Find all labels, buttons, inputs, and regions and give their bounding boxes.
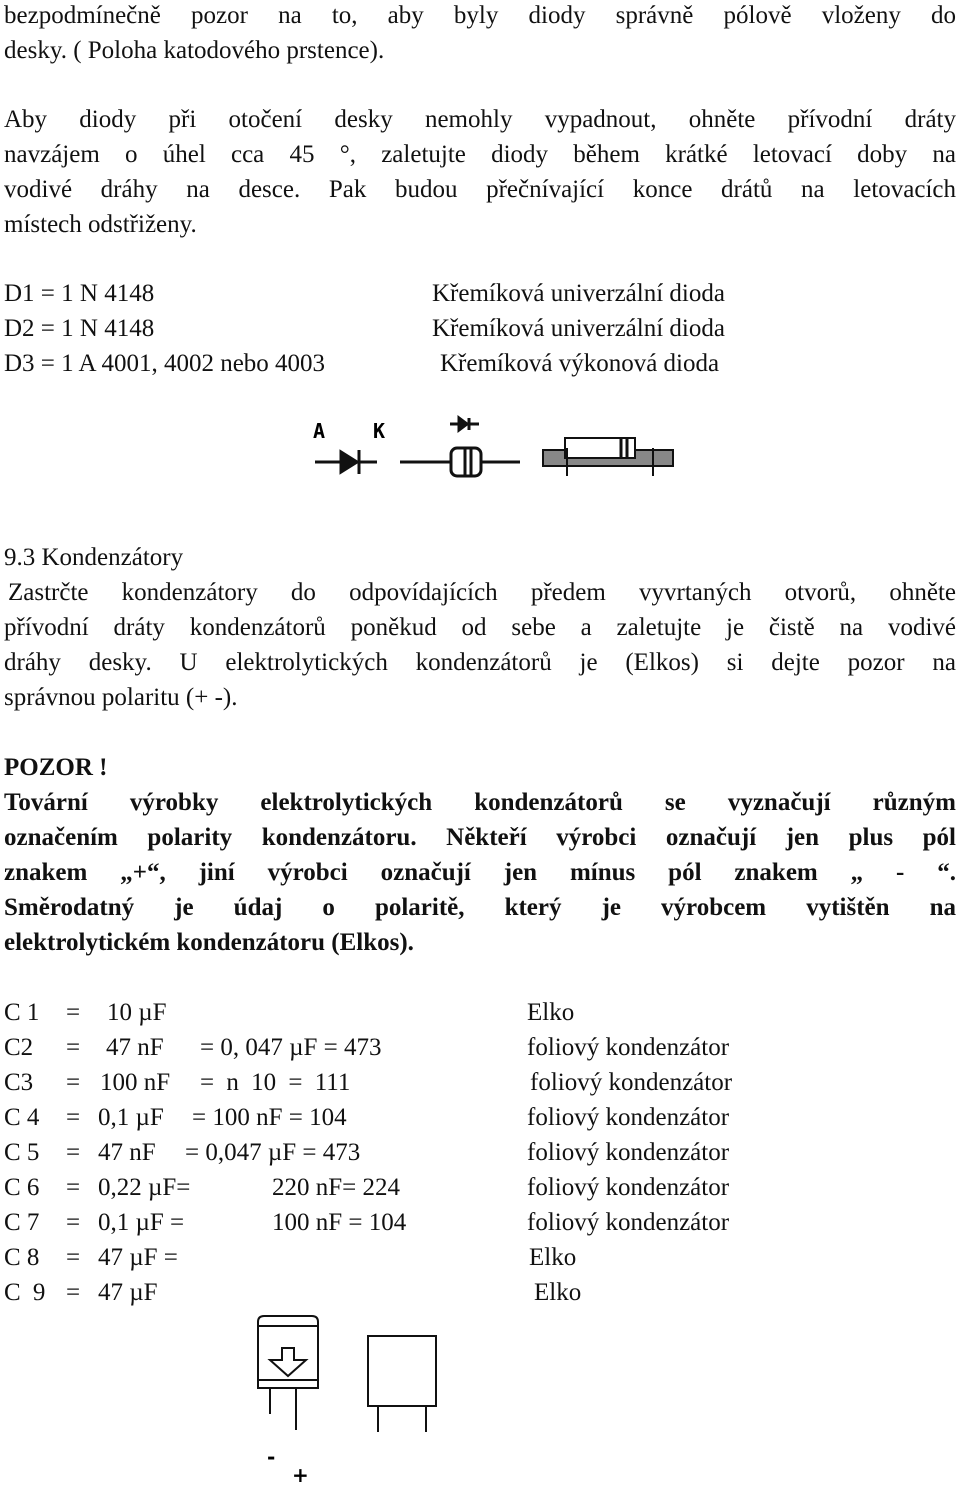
paragraph-line: Aby diody při otočení desky nemohly vypadnout, ohněte přívodní dráty (4, 106, 956, 133)
cap-value: 47 µF (98, 1279, 158, 1306)
anode-label: A (313, 419, 326, 443)
cap-type: Elko (527, 999, 575, 1026)
cap-value: 0,1 µF = (98, 1209, 185, 1236)
diode-symbol-icon (315, 450, 377, 474)
cap-eq: = (66, 1139, 81, 1166)
cap-conv: = n 10 = 111 (200, 1069, 351, 1096)
cap-value: 47 nF (98, 1139, 156, 1166)
cap-id: C 4 (4, 1104, 40, 1131)
warning-title: POZOR ! (4, 754, 108, 781)
cap-conv: = 0, 047 µF = 473 (200, 1034, 382, 1061)
diode-id: D1 = 1 N 4148 (4, 280, 155, 307)
cap-eq: = (66, 1034, 81, 1061)
cap-conv: = 0,047 µF = 473 (185, 1139, 361, 1166)
cap-value: 47 nF (106, 1034, 164, 1061)
cap-value: 100 nF (100, 1069, 171, 1096)
cap-type: foliový kondenzátor (527, 1104, 730, 1131)
diode-id: D2 = 1 N 4148 (4, 315, 155, 342)
cap-value: 0,22 µF= (98, 1174, 191, 1201)
diode-desc: Křemíková výkonová dioda (440, 350, 720, 377)
section-heading: 9.3 Kondenzátory (4, 544, 184, 571)
paragraph-line: dráhy desky. U elektrolytických kondenzátorů je (Elkos) si dejte pozor na (4, 649, 956, 676)
cap-value: 10 µF (107, 999, 167, 1026)
cap-eq: = (66, 1174, 81, 1201)
film-capacitor-icon (368, 1336, 436, 1432)
cap-eq: = (66, 1069, 81, 1096)
diode-id: D3 = 1 A 4001, 4002 nebo 4003 (4, 350, 326, 377)
cap-id: C 7 (4, 1209, 40, 1236)
paragraph-line: přívodní dráty kondenzátorů poněkud od sebe a zaletujte je čistě na vodivé (4, 614, 956, 641)
mounted-diode-icon (543, 438, 673, 476)
cap-value: 47 µF = (98, 1244, 178, 1271)
cap-type: foliový kondenzátor (530, 1069, 733, 1096)
cap-id: C 9 (4, 1279, 46, 1306)
cap-eq: = (66, 999, 81, 1026)
cap-id: C 5 (4, 1139, 40, 1166)
cap-id: C 8 (4, 1244, 40, 1271)
cap-conv: 220 nF= 224 (272, 1174, 401, 1201)
cap-type: foliový kondenzátor (527, 1174, 730, 1201)
cap-type: foliový kondenzátor (527, 1034, 730, 1061)
cap-id: C3 (4, 1069, 34, 1096)
paragraph-line: Zastrčte kondenzátory do odpovídajících předem vyvrtaných otvorů, ohněte (8, 579, 956, 606)
cap-type: foliový kondenzátor (527, 1209, 730, 1236)
cap-type: foliový kondenzátor (527, 1139, 730, 1166)
cap-id: C 6 (4, 1174, 40, 1201)
warning-line: Směrodatný je údaj o polaritě, který je výrobcem vytištěn na (4, 894, 956, 921)
cap-id: C 1 (4, 999, 40, 1026)
cap-type: Elko (534, 1279, 582, 1306)
cap-eq: = (66, 1104, 81, 1131)
axial-diode-icon (400, 418, 520, 476)
cap-id: C2 (4, 1034, 34, 1061)
cap-eq: = (66, 1279, 81, 1306)
minus-label: - (267, 1445, 276, 1469)
cap-eq: = (66, 1209, 81, 1236)
cap-type: Elko (529, 1244, 577, 1271)
intro-line: bezpodmínečně pozor na to, aby byly diody správně pólově vloženy do (4, 2, 956, 29)
diode-figure (305, 410, 685, 490)
paragraph-line: místech odstřiženy. (4, 211, 197, 238)
cap-conv: = 100 nF = 104 (192, 1104, 347, 1131)
diode-desc: Křemíková univerzální dioda (432, 280, 725, 307)
cathode-label: K (373, 419, 386, 443)
paragraph-line: navzájem o úhel cca 45 °, zaletujte diody během krátké letovací doby na (4, 141, 956, 168)
cap-eq: = (66, 1244, 81, 1271)
warning-line: znakem „+“, jiní výrobci označují jen mínus pól znakem „ - “. (4, 859, 956, 886)
diode-desc: Křemíková univerzální dioda (432, 315, 725, 342)
paragraph-line: vodivé dráhy na desce. Pak budou přečnívající konce drátů na letovacích (4, 176, 956, 203)
warning-line: Tovární výrobky elektrolytických kondenzátorů se vyznačují různým (4, 789, 956, 816)
warning-line: elektrolytickém kondenzátoru (Elkos). (4, 929, 414, 956)
intro-line: desky. ( Poloha katodového prstence). (4, 37, 385, 64)
cap-conv: 100 nF = 104 (272, 1209, 407, 1236)
warning-line: označením polarity kondenzátoru. Někteří výrobci označují jen plus pól (4, 824, 956, 851)
paragraph-line: správnou polaritu (+ -). (4, 684, 238, 711)
capacitor-figure (250, 1314, 450, 1484)
electrolytic-capacitor-icon (258, 1316, 318, 1430)
plus-label: + (292, 1463, 309, 1486)
cap-value: 0,1 µF (98, 1104, 164, 1131)
